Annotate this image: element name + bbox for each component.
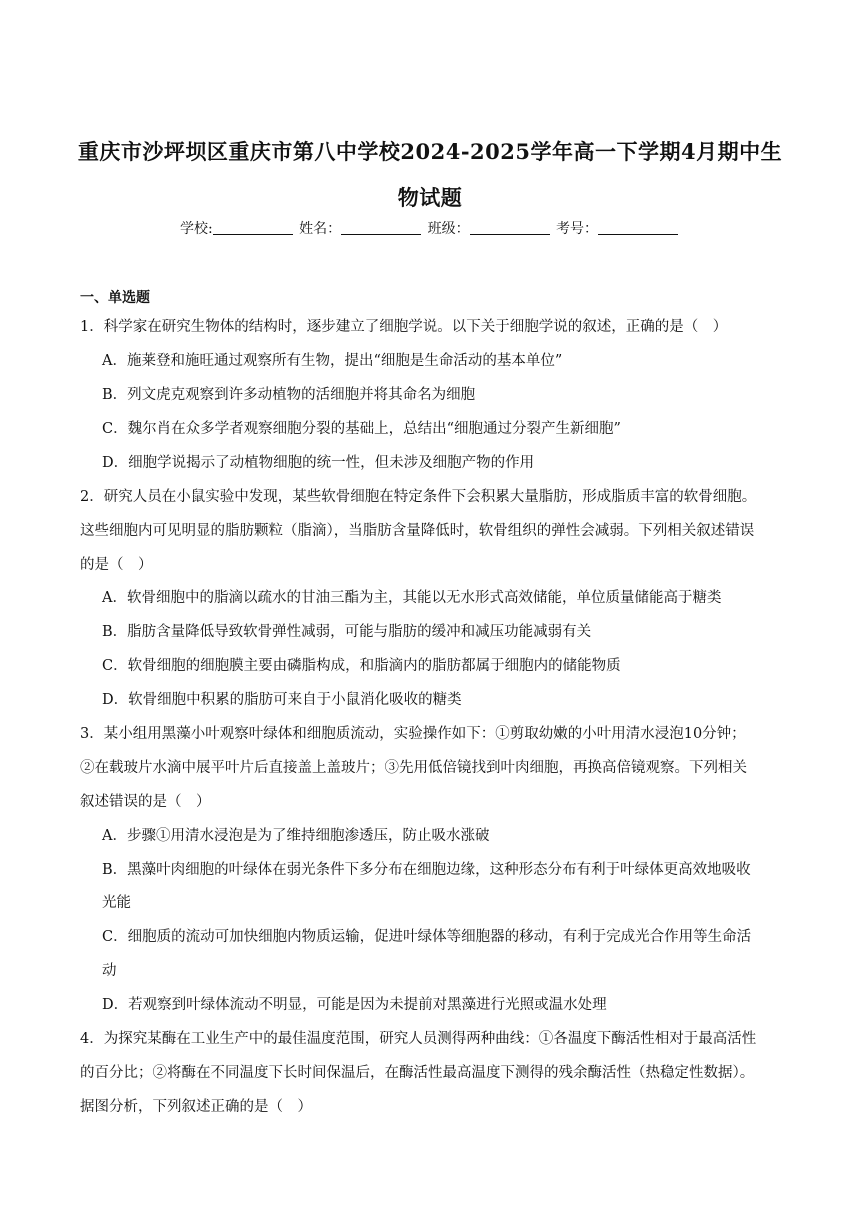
question-1-option-c: C．魏尔肖在众多学者观察细胞分裂的基础上，总结出“细胞通过分裂产生新细胞”: [102, 421, 621, 437]
question-3-stem-line-3: 叙述错误的是（ ）: [80, 794, 211, 810]
question-3-option-b-line-1: B．黑藻叶肉细胞的叶绿体在弱光条件下多分布在细胞边缘，这种形态分布有利于叶绿体更高效地吸收: [102, 862, 751, 878]
question-2-option-b: B．脂肪含量降低导致软骨弹性减弱，可能与脂肪的缓冲和减压功能减弱有关: [102, 624, 592, 640]
question-3-option-c-line-2: 动: [102, 963, 117, 979]
question-1-option-a: A．施莱登和施旺通过观察所有生物，提出“细胞是生命活动的基本单位”: [102, 353, 563, 369]
question-1-option-d: D．细胞学说揭示了动植物细胞的统一性，但未涉及细胞产物的作用: [102, 455, 535, 471]
question-1-option-b: B．列文虎克观察到许多动植物的活细胞并将其命名为细胞: [102, 387, 476, 403]
question-2-stem-line-2: 这些细胞内可见明显的脂肪颗粒（脂滴），当脂肪含量降低时，软骨组织的弹性会减弱。下列相关叙述错误: [80, 523, 755, 539]
question-2-stem-line-3: 的是（ ）: [80, 557, 153, 573]
student-info-row: [0, 218, 860, 238]
question-3-stem-line-2: ②在载玻片水滴中展平叶片后直接盖上盖玻片；③先用低倍镜找到叶肉细胞，再换高倍镜观察。下列相关: [80, 760, 747, 776]
question-2-option-a: A．软骨细胞中的脂滴以疏水的甘油三酯为主，其能以无水形式高效储能，单位质量储能高于糖类: [102, 590, 722, 606]
question-4-stem-line-2: 的百分比；②将酶在不同温度下长时间保温后，在酶活性最高温度下测得的残余酶活性（热稳定性数据）。: [80, 1065, 755, 1081]
question-2-stem-line-1: 2．研究人员在小鼠实验中发现，某些软骨细胞在特定条件下会积累大量脂肪，形成脂质丰富的软骨细胞。: [80, 489, 757, 505]
question-4-stem-line-1: 4．为探究某酶在工业生产中的最佳温度范围，研究人员测得两种曲线：①各温度下酶活性相对于最高活性: [80, 1031, 757, 1047]
question-3-stem-line-1: 3．某小组用黑藻小叶观察叶绿体和细胞质流动，实验操作如下：①剪取幼嫩的小叶用清水浸泡10分钟；: [80, 726, 746, 742]
class-label: 班级：: [427, 221, 470, 237]
name-label: 姓名：: [299, 221, 342, 237]
name-blank[interactable]: [341, 220, 421, 235]
exam-number-blank[interactable]: [598, 220, 678, 235]
exam-number-label: 考号：: [556, 221, 599, 237]
question-3-option-b-line-2: 光能: [102, 895, 131, 911]
document-title-line-1: 重庆市沙坪坝区重庆市第八中学校2024-2025学年高一下学期4月期中生: [77, 139, 783, 164]
school-label: 学校:: [179, 221, 213, 237]
question-3-option-a: A．步骤①用清水浸泡是为了维持细胞渗透压，防止吸水涨破: [102, 828, 490, 844]
question-2-option-d: D．软骨细胞中积累的脂肪可来自于小鼠消化吸收的糖类: [102, 692, 462, 708]
question-3-option-d: D．若观察到叶绿体流动不明显，可能是因为未提前对黑藻进行光照或温水处理: [102, 997, 607, 1013]
section-heading: 一、单选题: [80, 290, 150, 306]
question-3-option-c-line-1: C．细胞质的流动可加快细胞内物质运输，促进叶绿体等细胞器的移动，有利于完成光合作用等生命活: [102, 929, 752, 945]
document-title-line-2: 物试题: [397, 185, 463, 210]
question-4-stem-line-3: 据图分析，下列叙述正确的是（ ）: [80, 1099, 312, 1115]
class-blank[interactable]: [470, 220, 550, 235]
question-1-stem: 1．科学家在研究生物体的结构时，逐步建立了细胞学说。以下关于细胞学说的叙述，正确的是（ ）: [80, 319, 728, 335]
school-blank[interactable]: [213, 220, 293, 235]
question-2-option-c: C．软骨细胞的细胞膜主要由磷脂构成，和脂滴内的脂肪都属于细胞内的储能物质: [102, 658, 621, 674]
